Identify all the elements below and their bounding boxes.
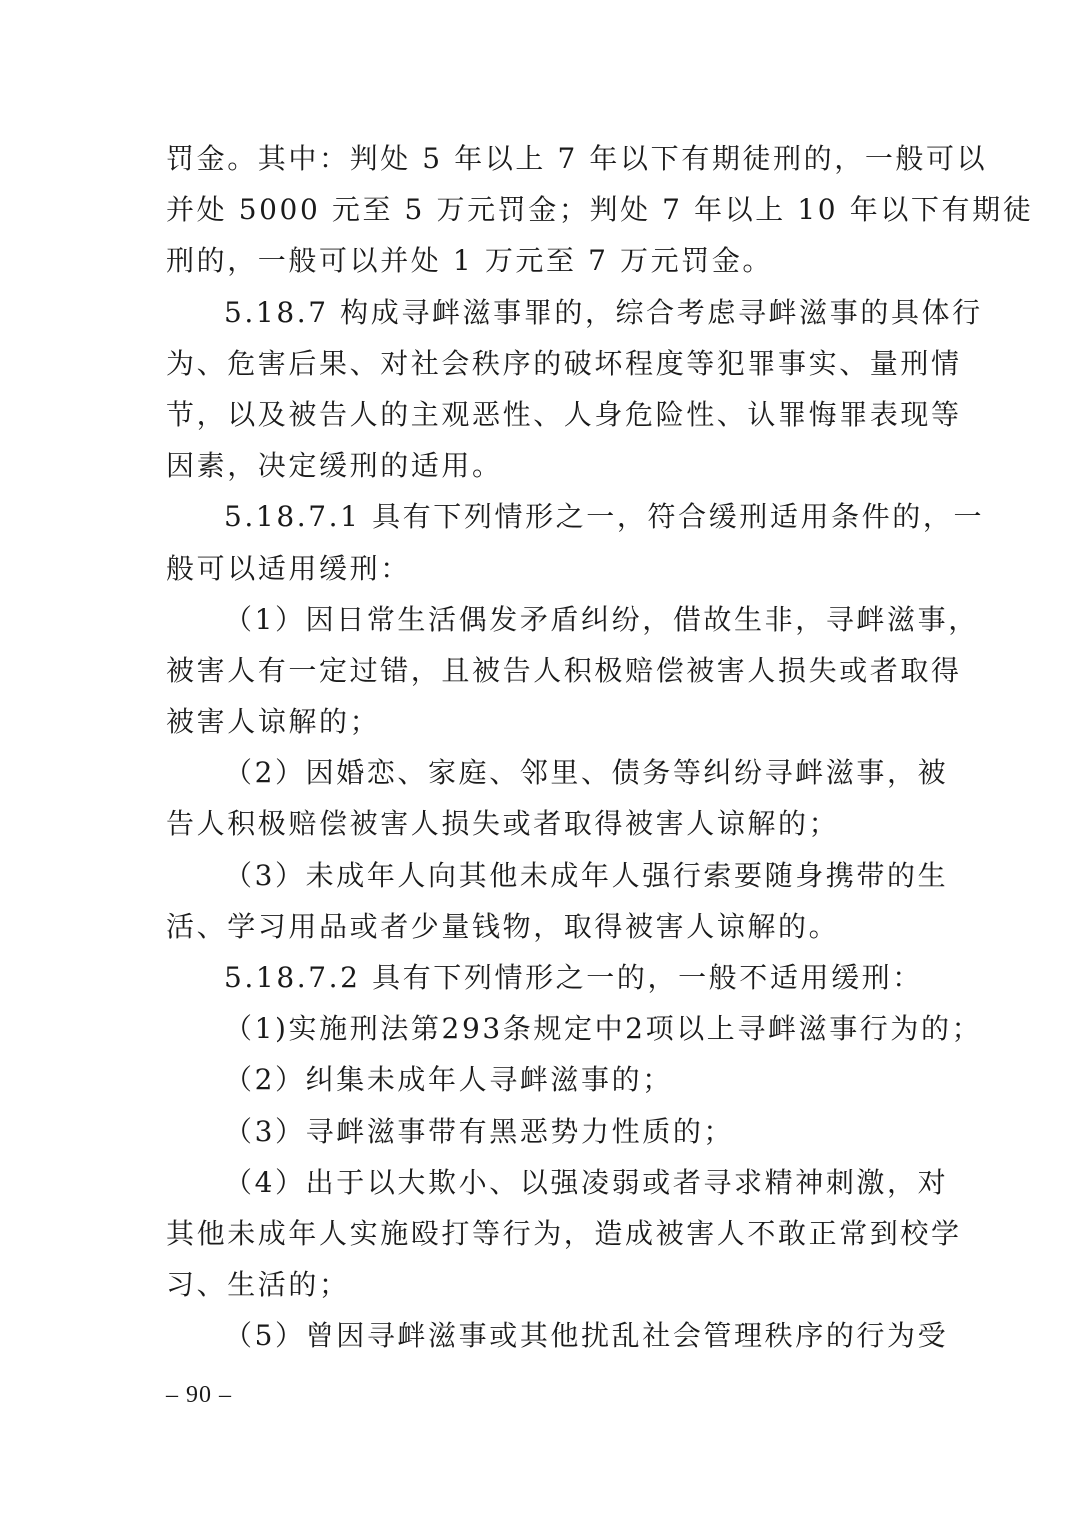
text-line: 节，以及被告人的主观恶性、人身危险性、认罪悔罪表现等 bbox=[166, 397, 962, 431]
text-line: 被害人谅解的； bbox=[166, 705, 381, 739]
list-item-1: （1）因日常生活偶发矛盾纠纷，借故生非，寻衅滋事， bbox=[224, 602, 979, 636]
list-item-3: （3）未成年人向其他未成年人强行索要随身携带的生 bbox=[224, 858, 949, 892]
text-line: 被害人有一定过错，且被告人积极赔偿被害人损失或者取得 bbox=[166, 653, 962, 687]
list-item-2: （2）因婚恋、家庭、邻里、债务等纠纷寻衅滋事，被 bbox=[224, 756, 949, 790]
text-line: 习、生活的； bbox=[166, 1268, 350, 1302]
body-text bbox=[166, 133, 1034, 1362]
list-item-4: （4）出于以大欺小、以强凌弱或者寻求精神刺激，对 bbox=[224, 1165, 949, 1199]
text-line: 罚金。其中：判处 5 年以上 7 年以下有期徒刑的，一般可以 bbox=[166, 142, 988, 175]
text-line: 般可以适用缓刑： bbox=[166, 551, 411, 585]
section-heading-5-18-7: 5.18.7 构成寻衅滋事罪的，综合考虑寻衅滋事的具体行 bbox=[224, 295, 983, 329]
section-heading-5-18-7-1: 5.18.7.1 具有下列情形之一，符合缓刑适用条件的，一 bbox=[224, 500, 985, 534]
text-line: 其他未成年人实施殴打等行为，造成被害人不敢正常到校学 bbox=[166, 1216, 962, 1250]
text-line: 告人积极赔偿被害人损失或者取得被害人谅解的； bbox=[166, 807, 840, 841]
section-heading-5-18-7-2: 5.18.7.2 具有下列情形之一的，一般不适用缓刑： bbox=[224, 961, 923, 994]
list-item-1: （1)实施刑法第293条规定中2项以上寻衅滋事行为的； bbox=[224, 1012, 983, 1046]
list-item-3: （3）寻衅滋事带有黑恶势力性质的； bbox=[224, 1114, 735, 1148]
text-line: 为、危害后果、对社会秩序的破坏程度等犯罪事实、量刑情 bbox=[166, 346, 962, 380]
text-line: 刑的，一般可以并处 1 万元至 7 万元罚金。 bbox=[166, 244, 774, 278]
page-number: – 90 – bbox=[166, 1382, 232, 1408]
text-line: 因素，决定缓刑的适用。 bbox=[166, 449, 503, 483]
text-line: 并处 5000 元至 5 万元罚金；判处 7 年以上 10 年以下有期徒 bbox=[166, 193, 1034, 227]
list-item-5: （5）曾因寻衅滋事或其他扰乱社会管理秩序的行为受 bbox=[224, 1319, 949, 1353]
list-item-2: （2）纠集未成年人寻衅滋事的； bbox=[224, 1063, 673, 1097]
text-line: 活、学习用品或者少量钱物，取得被害人谅解的。 bbox=[166, 909, 840, 943]
